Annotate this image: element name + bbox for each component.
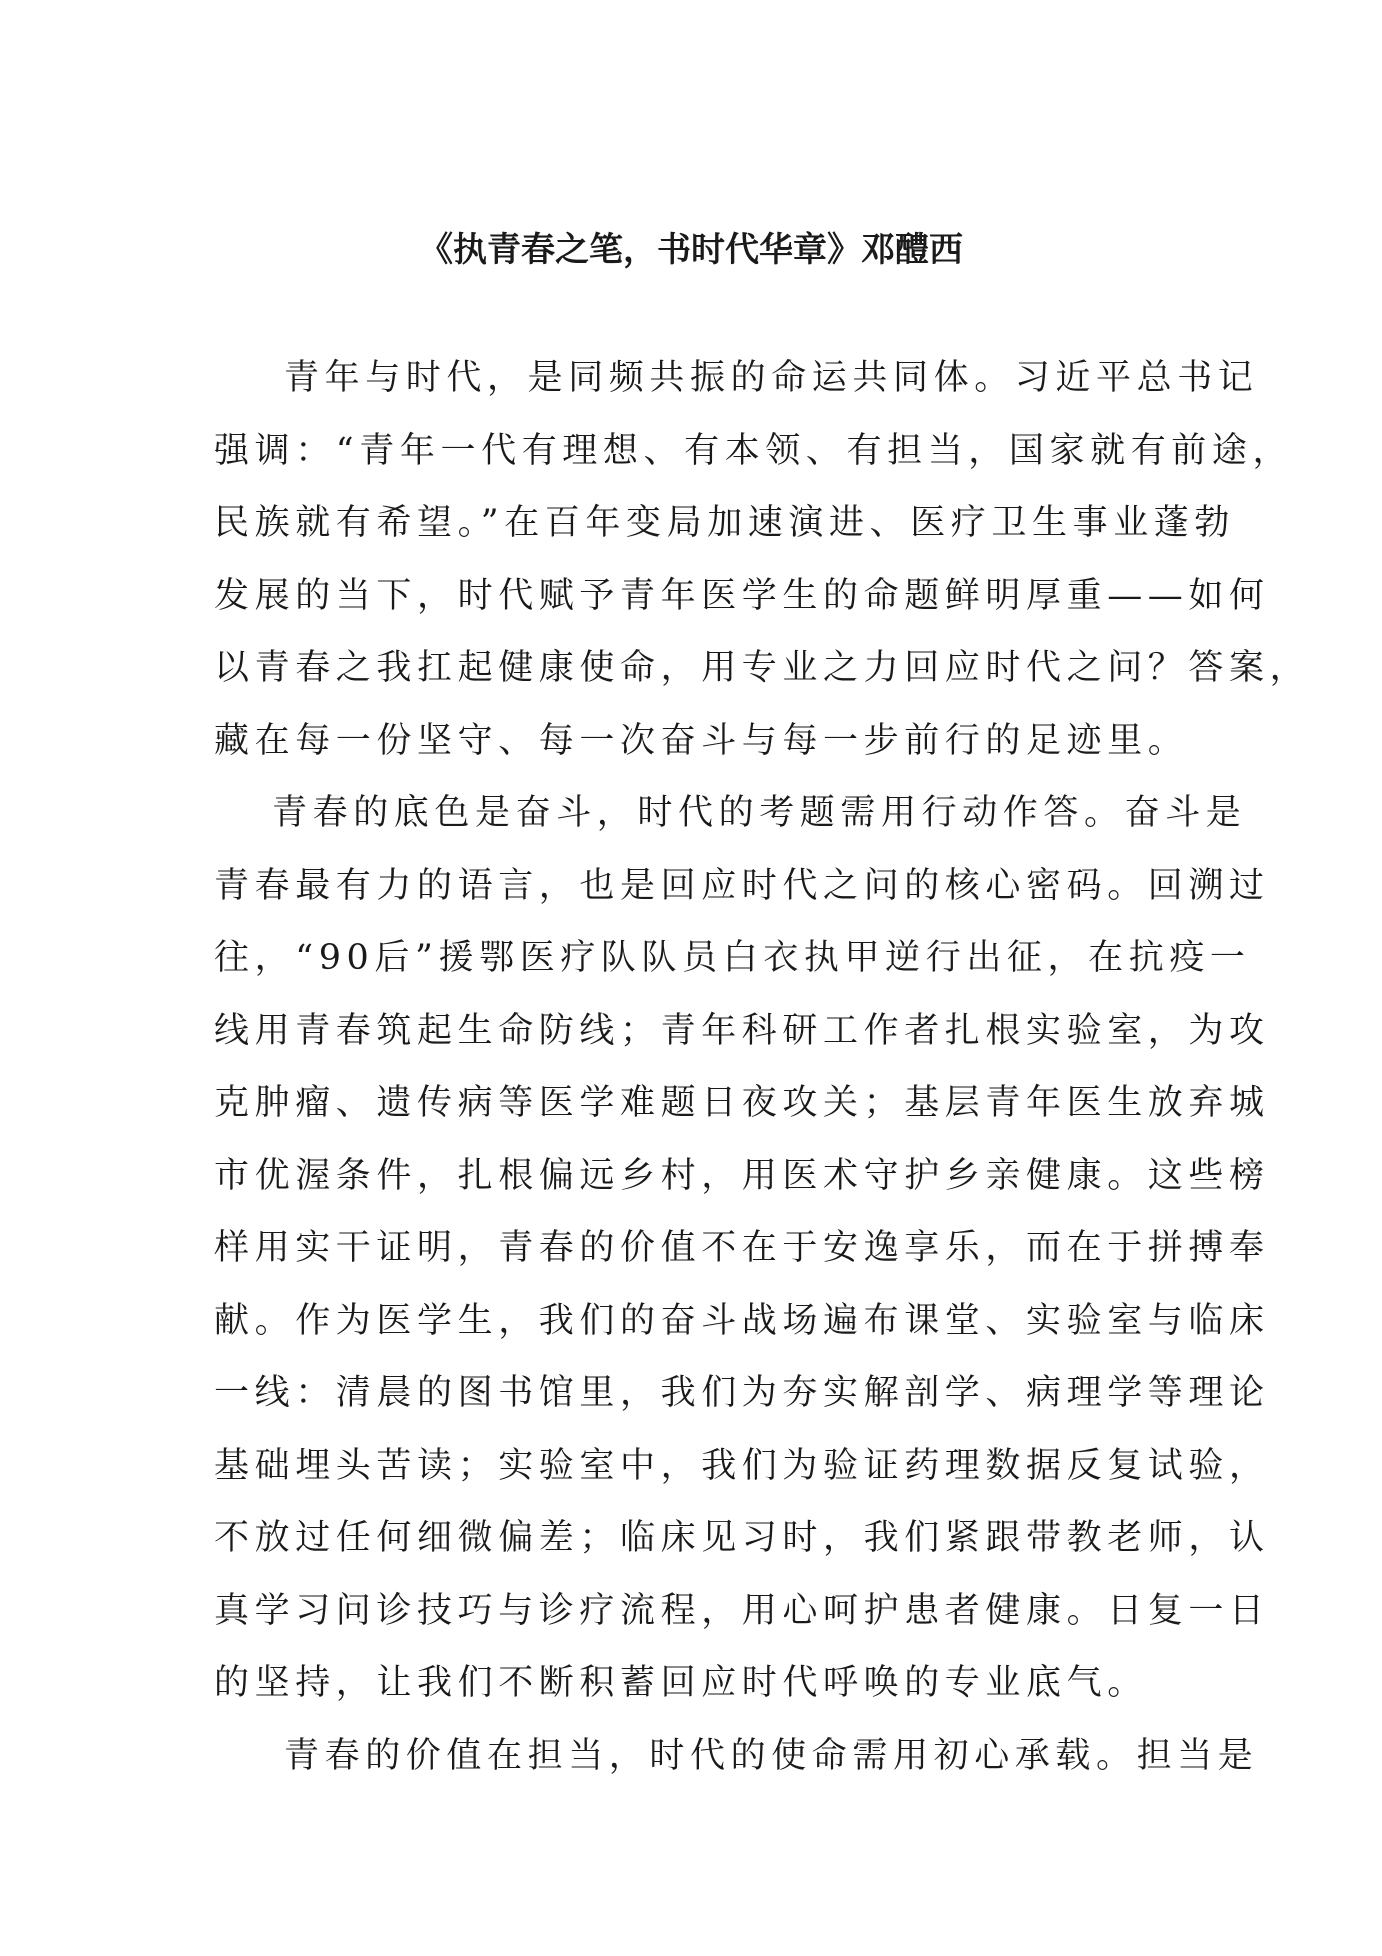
paragraph-2-line-4: 线用青春筑起生命防线；青年科研工作者扎根实验室，为攻 bbox=[214, 1010, 1270, 1051]
paragraph-2-line-8: 献。作为医学生，我们的奋斗战场遍布课堂、实验室与临床 bbox=[214, 1300, 1270, 1341]
paragraph-1-line-6: 藏在每一份坚守、每一次奋斗与每一步前行的足迹里。 bbox=[214, 720, 1189, 761]
paragraph-2-line-1: 青春的底色是奋斗，时代的考题需用行动作答。奋斗是 bbox=[272, 793, 1247, 833]
paragraph-2-line-12: 真学习问诊技巧与诊疗流程，用心呵护患者健康。日复一日 bbox=[214, 1590, 1270, 1631]
paragraph-2-line-13: 的坚持，让我们不断积蓄回应时代呼唤的专业底气。 bbox=[214, 1663, 1148, 1703]
paragraph-1-line-1: 青年与时代，是同频共振的命运共同体。习近平总书记 bbox=[284, 358, 1259, 398]
document-body bbox=[214, 342, 1311, 1792]
paragraph-2-line-5: 克肿瘤、遗传病等医学难题日夜攻关；基层青年医生放弃城 bbox=[214, 1083, 1270, 1123]
paragraph-2-line-9: 一线：清晨的图书馆里，我们为夯实解剖学、病理学等理论 bbox=[214, 1373, 1270, 1413]
paragraph-2-line-10: 基础埋头苦读；实验室中，我们为验证药理数据反复试验， bbox=[214, 1445, 1270, 1486]
paragraph-3-line-1: 青春的价值在担当，时代的使命需用初心承载。担当是 bbox=[284, 1735, 1259, 1776]
paragraph-2-line-3: 往，“90后”援鄂医疗队队员白衣执甲逆行出征，在抗疫一 bbox=[214, 938, 1251, 978]
paragraph-1-line-4: 发展的当下，时代赋予青年医学生的命题鲜明厚重——如何 bbox=[214, 575, 1270, 616]
paragraph-2-line-2: 青春最有力的语言，也是回应时代之问的核心密码。回溯过 bbox=[214, 865, 1270, 906]
paragraph-2-line-11: 不放过任何细微偏差；临床见习时，我们紧跟带教老师，认 bbox=[214, 1518, 1270, 1558]
paragraph-2-line-7: 样用实干证明，青春的价值不在于安逸享乐，而在于拼搏奉 bbox=[214, 1228, 1270, 1268]
paragraph-1-line-5: 以青春之我扛起健康使命，用专业之力回应时代之问？答案， bbox=[214, 648, 1311, 688]
paragraph-1-line-3: 民族就有希望。”在百年变局加速演进、医疗卫生事业蓬勃 bbox=[214, 503, 1235, 543]
paragraph-1-line-2: 强调：“青年一代有理想、有本领、有担当，国家就有前途， bbox=[214, 430, 1294, 471]
document-title: 《执青春之笔，书时代华章》邓醴西 bbox=[419, 230, 963, 270]
paragraph-2-line-6: 市优渥条件，扎根偏远乡村，用医术守护乡亲健康。这些榜 bbox=[214, 1155, 1270, 1196]
